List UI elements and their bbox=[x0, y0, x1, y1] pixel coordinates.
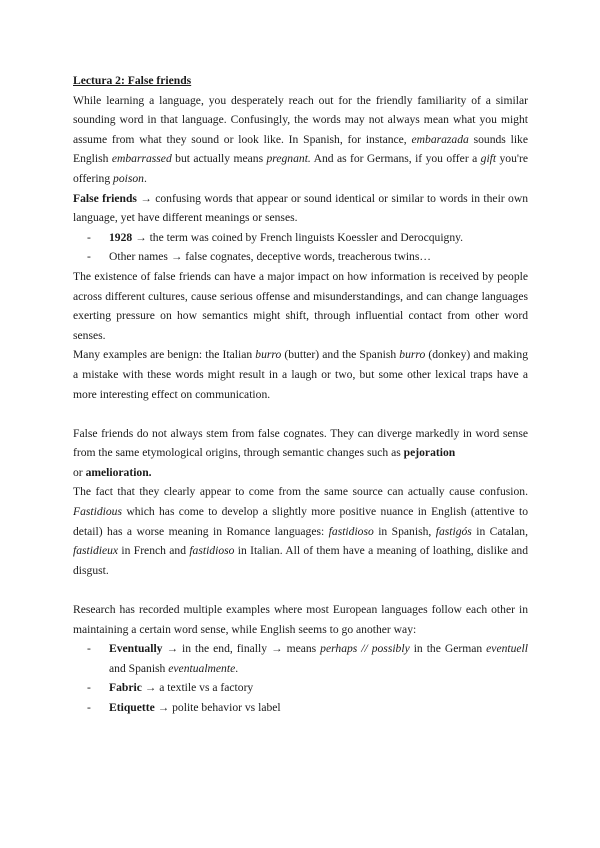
document-page bbox=[73, 71, 528, 718]
text: . bbox=[235, 661, 239, 675]
text: which has come to develop a slightly more positive nuance in English (attentive to detail) has a worse meaning in Romance languages: bbox=[73, 505, 528, 538]
definition-text: → confusing words that appear or sound identical or similar to words in their own language, yet have different meanings or senses. bbox=[73, 191, 528, 225]
term-burro-spanish: burro bbox=[399, 348, 426, 362]
year-label: 1928 bbox=[109, 230, 133, 244]
text: . bbox=[143, 171, 147, 185]
term-etiquette: Etiquette bbox=[109, 701, 155, 714]
bullet-dash: - bbox=[87, 642, 91, 656]
text: in Catalan, bbox=[471, 524, 528, 538]
text: in the German bbox=[409, 642, 487, 656]
spacer bbox=[73, 580, 528, 600]
spacer bbox=[73, 404, 528, 424]
term-fastigos: fastigós bbox=[435, 524, 472, 538]
intro-paragraph bbox=[73, 91, 528, 189]
text: in Spanish, bbox=[373, 524, 436, 538]
text: you're offering bbox=[73, 152, 528, 185]
bullet-dash: - bbox=[87, 681, 91, 695]
term-eventualmente: eventualmente bbox=[168, 661, 236, 675]
bullet-dash: - bbox=[87, 250, 91, 264]
list-item-text: Other names → false cognates, deceptive words, treacherous twins… bbox=[109, 250, 431, 264]
text: → in the end, finally → means bbox=[162, 642, 321, 656]
term-pregnant: pregnant. bbox=[266, 152, 311, 166]
impact-paragraph: The existence of false friends can have a major impact on how information is received by people across different cultures, cause serious offense and misunderstandings, and can change languages exerting pressure on how semantics might shift, through influential contact from other word senses. bbox=[73, 269, 528, 342]
list-item bbox=[73, 678, 528, 698]
text: (butter) and the Spanish bbox=[281, 348, 400, 362]
term-perhaps: perhaps // possibly bbox=[320, 642, 410, 656]
term-pejoration: pejoration bbox=[403, 446, 456, 460]
term-fastidieux: fastidieux bbox=[73, 544, 119, 558]
term-eventually: Eventually bbox=[109, 642, 163, 656]
text: and Spanish bbox=[109, 661, 169, 675]
list-item bbox=[73, 639, 528, 678]
research-paragraph: Research has recorded multiple examples where most European languages follow each other in maintaining a certain word sense, while English seems to go another way: bbox=[73, 603, 528, 636]
term-embarazada: embarazada bbox=[411, 132, 469, 146]
definition-term: False friends bbox=[73, 191, 137, 205]
list-item bbox=[73, 698, 528, 718]
benign-paragraph bbox=[73, 345, 528, 404]
text: in Italian. All of them have a meaning of loathing, dislike and disgust. bbox=[73, 544, 528, 577]
history-list bbox=[73, 228, 528, 267]
text: And as for Germans, if you offer a bbox=[310, 152, 481, 166]
term-fastidious: Fastidious bbox=[73, 505, 122, 519]
term-amelioration: amelioration. bbox=[85, 465, 152, 479]
term-fastidioso-spanish: fastidioso bbox=[328, 524, 374, 538]
text: False friends do not always stem from false cognates. They can diverge markedly in word sense from the same etymological origins, through semantic changes such as bbox=[73, 426, 528, 460]
text: (donkey) and making a mistake with these words might result in a laugh or two, but some other lexical traps have a more interesting effect on communication. bbox=[73, 348, 528, 401]
list-item-text: → polite behavior vs label bbox=[154, 701, 281, 714]
text: in French and bbox=[118, 544, 190, 558]
cognates-paragraph bbox=[73, 424, 528, 483]
source-paragraph bbox=[73, 482, 528, 580]
list-item bbox=[73, 247, 528, 267]
text: Many examples are benign: the Italian bbox=[73, 348, 256, 362]
term-fabric: Fabric bbox=[109, 681, 142, 695]
list-item-text: → the term was coined by French linguists Koessler and Derocquigny. bbox=[132, 230, 464, 244]
text: While learning a language, you desperately reach out for the friendly familiarity of a similar sounding word in that language. Confusingly, the words may not always mean what you might assume from what they sound or look like. In Spanish, for instance, bbox=[73, 93, 528, 146]
term-eventuell: eventuell bbox=[486, 642, 528, 656]
term-poison: poison bbox=[113, 171, 144, 185]
definition-paragraph bbox=[73, 189, 528, 228]
term-fastidioso-italian: fastidioso bbox=[189, 544, 235, 558]
bullet-dash: - bbox=[87, 230, 91, 244]
text: The fact that they clearly appear to come from the same source can actually cause confusion. bbox=[73, 485, 528, 499]
term-gift: gift bbox=[480, 152, 497, 166]
examples-list bbox=[73, 639, 528, 717]
term-burro-italian: burro bbox=[255, 348, 282, 362]
bullet-dash: - bbox=[87, 701, 91, 714]
term-embarrassed: embarrassed bbox=[111, 152, 172, 166]
text: or bbox=[73, 465, 86, 479]
text: but actually means bbox=[171, 152, 267, 166]
page-title: Lectura 2: False friends bbox=[73, 74, 192, 87]
list-item-text: → a textile vs a factory bbox=[141, 681, 254, 695]
text: sounds like English bbox=[73, 132, 528, 166]
list-item bbox=[73, 228, 528, 248]
